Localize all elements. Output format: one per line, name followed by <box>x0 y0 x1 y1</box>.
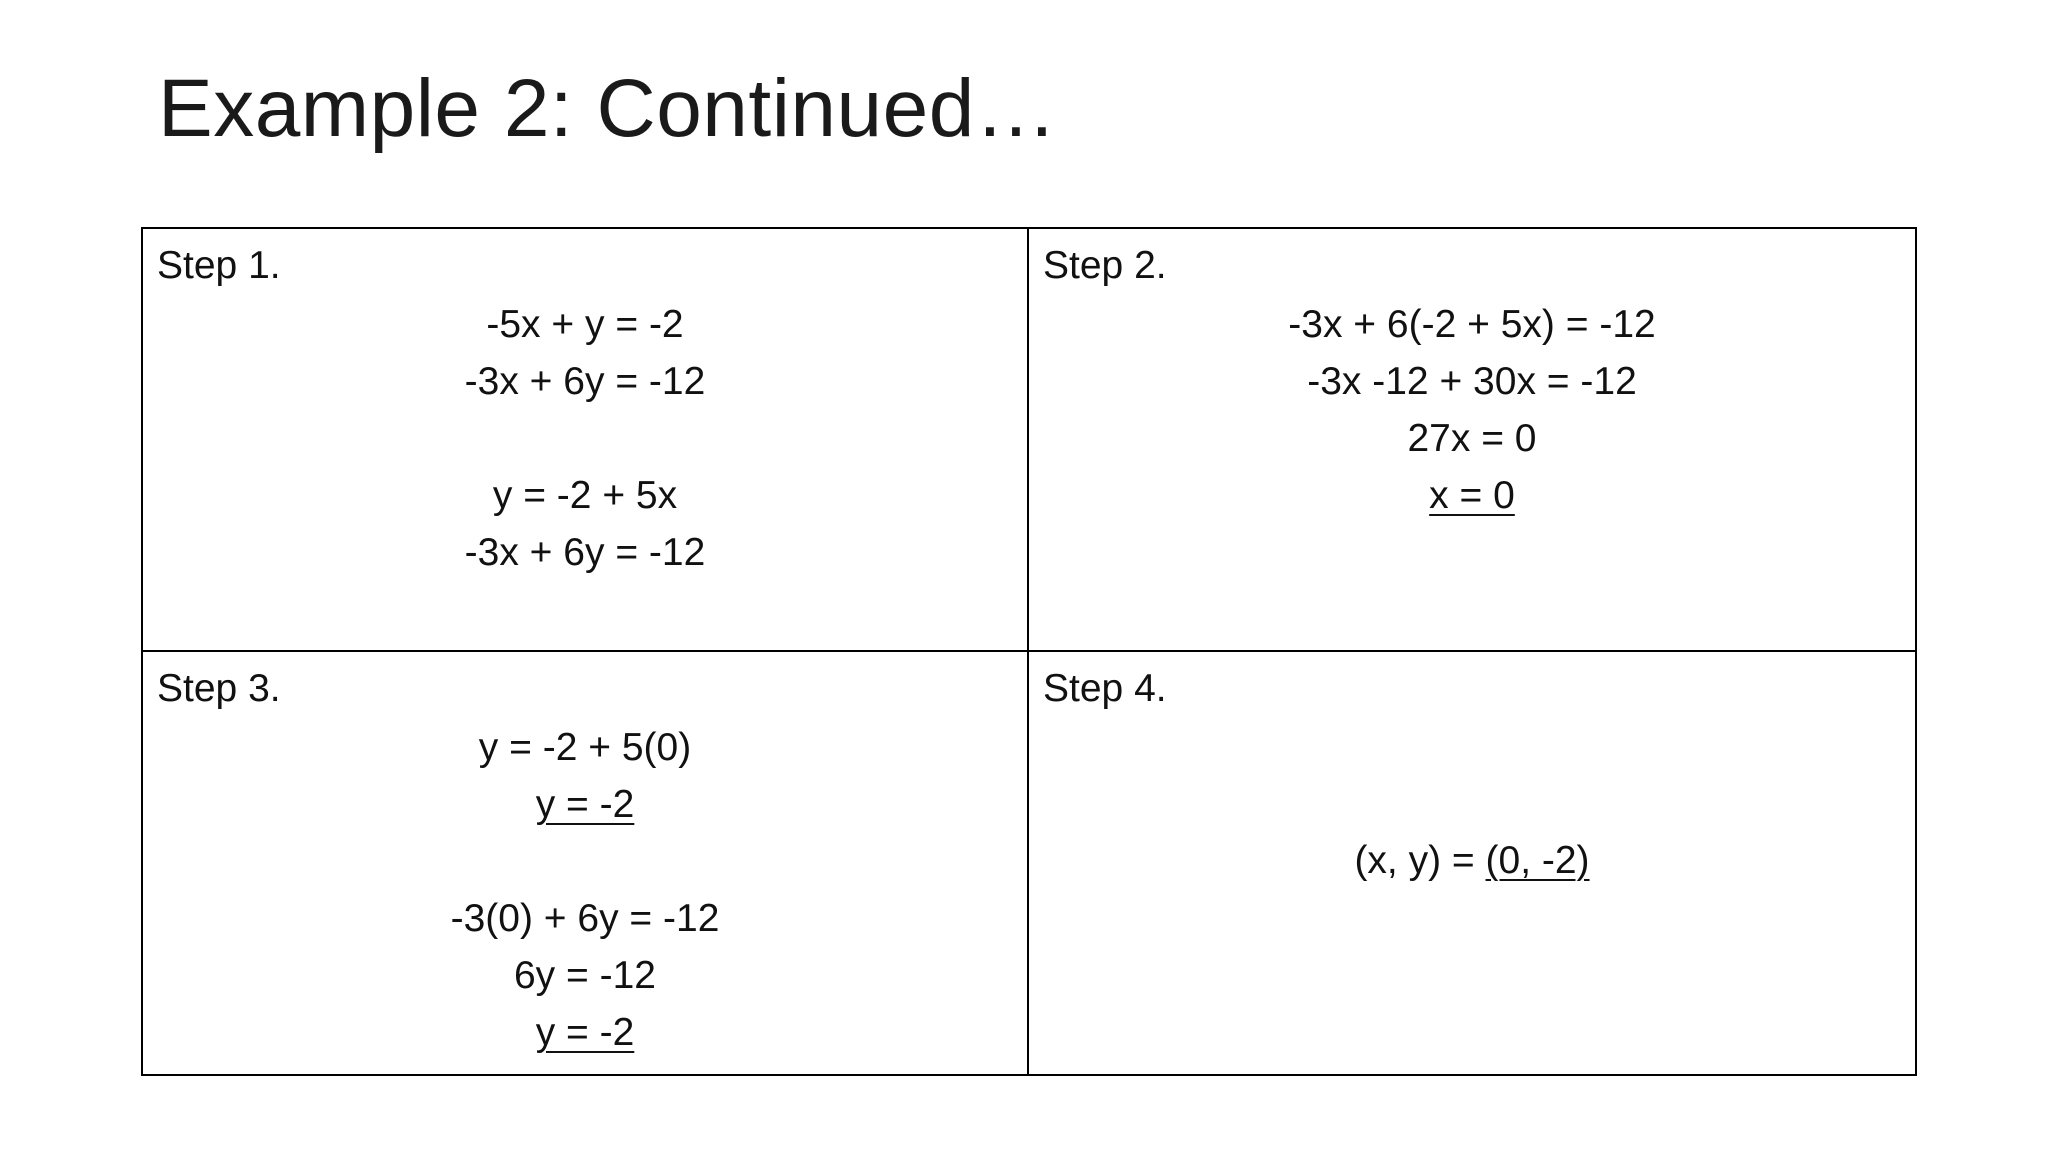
equation-line: -3x + 6y = -12 <box>464 531 706 574</box>
y-solution: y = -2 <box>535 782 635 826</box>
blank-line <box>143 833 1027 890</box>
equation-line: -3(0) + 6y = -12 <box>450 896 720 940</box>
y-solution: y = -2 <box>535 1010 635 1054</box>
final-answer-prefix: (x, y) = <box>1354 838 1486 882</box>
steps-table <box>141 227 1917 1076</box>
final-answer-value: (0, -2) <box>1485 838 1590 882</box>
step-3-cell <box>143 652 1029 1075</box>
step-1-label: Step 1. <box>157 244 281 287</box>
final-answer <box>1029 832 1915 889</box>
step-2-label: Step 2. <box>1043 244 1167 287</box>
x-solution: x = 0 <box>1429 474 1515 517</box>
step-3-equations <box>143 719 1027 1061</box>
step-2-equations <box>1029 296 1915 524</box>
slide-title: Example 2: Continued… <box>158 63 1058 154</box>
equation-line: -3x + 6y = -12 <box>464 360 706 403</box>
step-4-cell <box>1029 652 1915 1075</box>
equation-line: -3x -12 + 30x = -12 <box>1307 360 1637 403</box>
step-1-equations <box>143 296 1027 581</box>
equation-line: -5x + y = -2 <box>486 303 684 346</box>
step-3-label: Step 3. <box>157 666 281 710</box>
equation-line: 6y = -12 <box>513 953 656 997</box>
equation-line: -3x + 6(-2 + 5x) = -12 <box>1288 303 1656 346</box>
step-2-cell <box>1029 229 1915 652</box>
equation-line: y = -2 + 5x <box>492 474 678 517</box>
step-4-label: Step 4. <box>1043 666 1167 710</box>
equation-line: y = -2 + 5(0) <box>478 725 692 769</box>
equation-line: 27x = 0 <box>1407 417 1537 460</box>
blank-line <box>143 410 1027 467</box>
step-1-cell <box>143 229 1029 652</box>
